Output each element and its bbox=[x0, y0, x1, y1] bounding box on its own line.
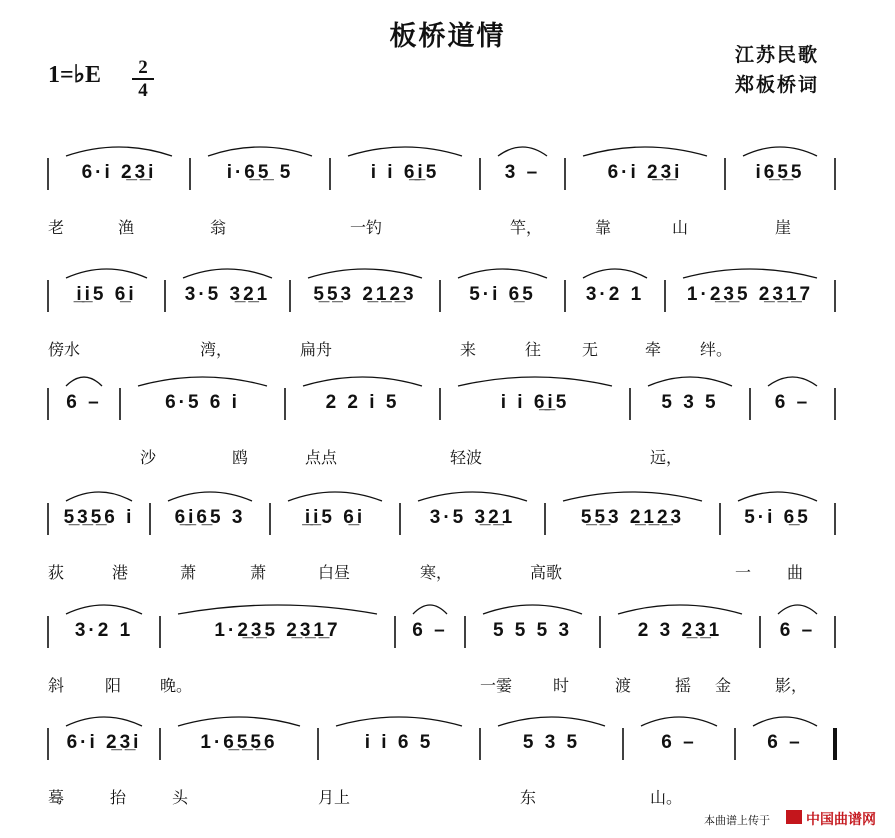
slur-arc bbox=[66, 717, 142, 726]
slur-arc bbox=[413, 605, 447, 614]
lyric-syllable: 白昼 bbox=[318, 563, 351, 582]
site-logo-icon bbox=[786, 810, 802, 824]
slur-arc bbox=[66, 269, 147, 278]
lyric-syllable: 阳 bbox=[105, 676, 122, 695]
measure: 5·i 6̲5 bbox=[469, 284, 536, 305]
lyrics-row bbox=[0, 445, 895, 471]
measure: 6̲i̲6̲5 3 bbox=[174, 507, 246, 528]
measure: 5̲5̲3 2̲1̲2̲3 bbox=[580, 507, 685, 528]
slur-arc bbox=[208, 147, 312, 156]
measure: 5 3 5 bbox=[522, 732, 581, 753]
lyrics-row bbox=[0, 673, 895, 699]
slur-arc bbox=[563, 492, 702, 501]
lyric-syllable: 港 bbox=[112, 563, 129, 582]
slur-arc bbox=[648, 377, 732, 386]
measure: 3·2 1 bbox=[74, 620, 134, 641]
measure: i i 6̲i̲5 bbox=[500, 392, 570, 413]
slur-arc bbox=[66, 147, 172, 156]
lyric-syllable: 鸥 bbox=[232, 448, 249, 467]
measure: i i 6̲i̲5 bbox=[370, 162, 440, 183]
lyric-syllable: 往 bbox=[525, 340, 542, 359]
measure: i̲i̲5 6̲i bbox=[76, 284, 137, 305]
lyricist-credit: 郑板桥词 bbox=[735, 74, 820, 96]
measure: 6 – bbox=[661, 732, 697, 753]
measure: 1·2̲3̲5 2̲3̲1̲7 bbox=[214, 620, 341, 641]
notation-row bbox=[0, 160, 895, 200]
key-signature: 1=♭E bbox=[48, 62, 102, 88]
lyric-syllable: 一霎 bbox=[480, 676, 513, 695]
slur-arc bbox=[138, 377, 267, 386]
lyric-syllable: 一钓 bbox=[350, 218, 383, 237]
song-source: 江苏民歌 bbox=[735, 44, 820, 66]
lyrics-row bbox=[0, 560, 895, 586]
measure: 6 – bbox=[774, 392, 811, 413]
slur-arc bbox=[348, 147, 462, 156]
lyric-syllable: 绊。 bbox=[700, 340, 733, 359]
lyric-syllable: 蓦 bbox=[48, 788, 65, 807]
measure: 1·2̲3̲5 2̲3̲1̲7 bbox=[686, 284, 814, 305]
lyric-syllable: 时 bbox=[553, 676, 570, 695]
lyric-syllable: 萧 bbox=[180, 563, 197, 582]
site-logo-text[interactable]: 中国曲谱网 bbox=[806, 812, 876, 828]
lyric-syllable: 扁舟 bbox=[300, 340, 333, 359]
slur-arc bbox=[498, 147, 547, 156]
slur-arc bbox=[778, 605, 817, 614]
lyric-syllable: 无 bbox=[582, 340, 599, 359]
slur-arc bbox=[66, 605, 142, 614]
measure: i i 6 5 bbox=[364, 732, 434, 753]
slur-arc bbox=[753, 717, 817, 726]
upload-note: 本曲谱上传于 bbox=[704, 814, 770, 827]
slur-arc bbox=[618, 605, 742, 614]
slur-arc bbox=[168, 492, 252, 501]
lyric-syllable: 月上 bbox=[318, 788, 351, 807]
measure: 6·i 2̲3̲i bbox=[81, 162, 157, 183]
measure: 6 – bbox=[779, 620, 816, 641]
slur-arc bbox=[458, 377, 612, 386]
slur-arc bbox=[583, 147, 707, 156]
measure: 6·i 2̲3̲i bbox=[66, 732, 142, 753]
time-signature-top: 2 bbox=[138, 57, 148, 78]
lyric-syllable: 傍水 bbox=[48, 340, 81, 359]
lyric-syllable: 山。 bbox=[650, 788, 683, 807]
slur-arc bbox=[498, 717, 605, 726]
notation-row bbox=[0, 730, 895, 770]
measure: 6·5 6 i bbox=[165, 392, 240, 413]
lyric-syllable: 沙 bbox=[140, 448, 157, 467]
slur-arc bbox=[336, 717, 462, 726]
lyric-syllable: 崖 bbox=[775, 218, 792, 237]
measure: 3 – bbox=[504, 162, 541, 183]
lyric-syllable: 老 bbox=[48, 218, 65, 237]
lyric-syllable: 萧 bbox=[250, 563, 267, 582]
lyric-syllable: 竿， bbox=[510, 218, 543, 237]
slur-arc bbox=[288, 492, 382, 501]
measure: 2 2 i 5 bbox=[325, 392, 400, 413]
lyric-syllable: 渡 bbox=[615, 676, 632, 695]
measure: i·6̲5̲ 5 bbox=[226, 162, 294, 183]
notation-row bbox=[0, 505, 895, 545]
measure: 6 – bbox=[412, 620, 448, 641]
slur-arc bbox=[178, 717, 300, 726]
lyric-syllable: 抬 bbox=[110, 788, 127, 807]
measure: 3·5 3̲2̲1 bbox=[429, 507, 516, 528]
slur-arc bbox=[683, 269, 817, 278]
song-title: 板桥道情 bbox=[389, 21, 506, 52]
lyric-syllable: 来 bbox=[460, 340, 477, 359]
time-signature-bottom: 4 bbox=[138, 80, 148, 101]
slur-arc bbox=[183, 269, 272, 278]
lyrics-row bbox=[0, 215, 895, 241]
slur-arc bbox=[768, 377, 817, 386]
lyric-syllable: 摇 bbox=[675, 676, 692, 695]
lyric-syllable: 湾， bbox=[200, 340, 233, 359]
lyric-syllable: 东 bbox=[520, 788, 537, 807]
slur-arc bbox=[583, 269, 647, 278]
measure: 6 – bbox=[66, 392, 102, 413]
lyrics-row bbox=[0, 337, 895, 363]
slur-arc bbox=[66, 377, 102, 386]
measure: 3·5 3̲2̲1 bbox=[184, 284, 271, 305]
measure: 6 – bbox=[767, 732, 803, 753]
measure: i6̲5̲5 bbox=[755, 162, 805, 183]
notation-row bbox=[0, 282, 895, 322]
lyric-syllable: 山 bbox=[672, 218, 689, 237]
lyric-syllable: 点点 bbox=[305, 448, 338, 467]
lyric-syllable: 靠 bbox=[595, 218, 612, 237]
slur-arc bbox=[303, 377, 422, 386]
lyric-syllable: 牵 bbox=[645, 340, 662, 359]
measure: 2 3 2̲3̲1 bbox=[637, 620, 723, 641]
lyric-syllable: 一 bbox=[735, 563, 752, 582]
measure: 5 3 5 bbox=[661, 392, 719, 413]
lyric-syllable: 渔 bbox=[118, 218, 135, 237]
time-signature bbox=[132, 58, 154, 100]
lyric-syllable: 曲 bbox=[787, 563, 804, 582]
slur-arc bbox=[418, 492, 527, 501]
measure: 1·6̲5̲5̲6 bbox=[200, 732, 278, 753]
lyric-syllable: 高歌 bbox=[530, 563, 563, 582]
lyric-syllable: 轻波 bbox=[450, 448, 483, 467]
lyric-syllable: 头 bbox=[172, 788, 189, 807]
slur-arc bbox=[738, 492, 817, 501]
notation-row bbox=[0, 618, 895, 658]
lyric-syllable: 影， bbox=[775, 676, 808, 695]
lyric-syllable: 寒， bbox=[420, 563, 453, 582]
slur-arc bbox=[308, 269, 422, 278]
measure: i̲i̲5 6̲i bbox=[304, 507, 366, 528]
slur-arc bbox=[458, 269, 547, 278]
slur-arc bbox=[743, 147, 817, 156]
measure: 3·2 1 bbox=[585, 284, 645, 305]
slur-arc bbox=[178, 605, 377, 614]
measure: 5 5 5 3 bbox=[492, 620, 573, 641]
measure: 5·i 6̲5 bbox=[744, 507, 811, 528]
measure: 5̲3̲5̲6 i bbox=[63, 507, 135, 528]
measure: 5̲5̲3 2̲1̲2̲3 bbox=[313, 284, 417, 305]
notation-row bbox=[0, 390, 895, 430]
lyrics-row bbox=[0, 785, 895, 811]
slur-arc bbox=[483, 605, 582, 614]
lyric-syllable: 远， bbox=[650, 448, 683, 467]
slur-arc bbox=[641, 717, 717, 726]
lyric-syllable: 斜 bbox=[48, 676, 65, 695]
lyric-syllable: 荻 bbox=[48, 563, 65, 582]
slur-arc bbox=[66, 492, 132, 501]
lyric-syllable: 金 bbox=[715, 676, 732, 695]
lyric-syllable: 晚。 bbox=[160, 676, 193, 695]
lyric-syllable: 翁 bbox=[210, 218, 227, 237]
measure: 6·i 2̲3̲i bbox=[607, 162, 683, 183]
